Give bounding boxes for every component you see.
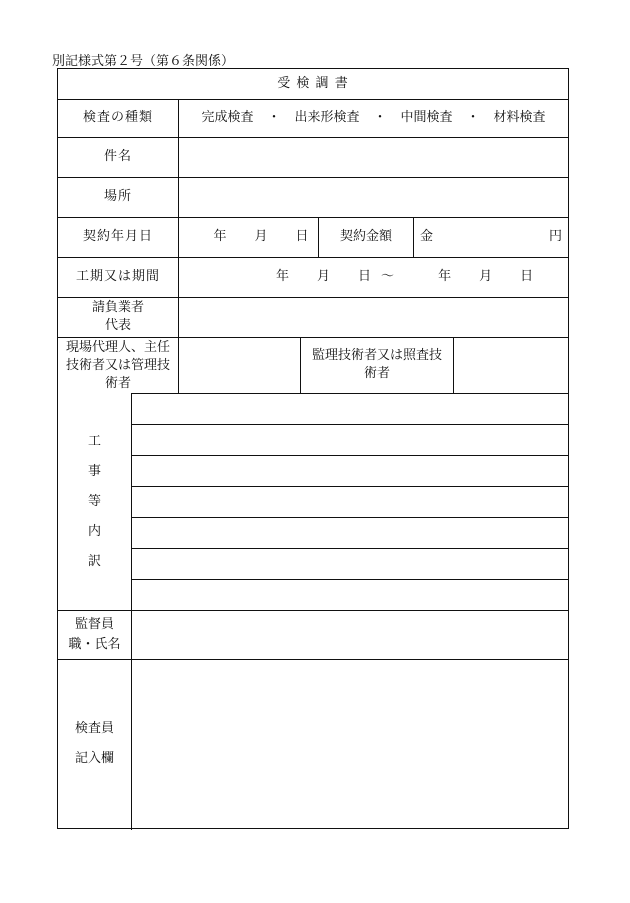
- supervising-engineer-field[interactable]: [454, 337, 568, 393]
- month-unit: 月: [254, 229, 268, 244]
- contract-amount-field[interactable]: [414, 217, 568, 257]
- location-label: 場所: [103, 189, 132, 204]
- end-month-unit: 月: [479, 269, 493, 284]
- work-details-row[interactable]: [132, 394, 568, 424]
- end-day-unit: 日: [520, 269, 534, 284]
- contract-amount-label: 契約金額: [339, 229, 392, 244]
- option-completion-inspection[interactable]: 完成検査: [201, 110, 254, 125]
- site-agent-label: 現場代理人、主任技術者又は管理技術者: [65, 339, 170, 391]
- amount-prefix: 金: [420, 229, 434, 244]
- work-details-row[interactable]: [132, 425, 568, 455]
- work-details-row[interactable]: [132, 580, 568, 610]
- start-year-unit: 年: [276, 269, 290, 284]
- period-label: 工期又は期間: [75, 269, 160, 284]
- end-year-unit: 年: [438, 269, 452, 284]
- supervising-engineer-label: 監理技術者又は照査技術者: [311, 348, 442, 381]
- contractor-field[interactable]: [179, 297, 568, 337]
- period-tilde: ～: [381, 269, 395, 284]
- inspection-form: [57, 68, 569, 829]
- period-field[interactable]: [179, 257, 568, 297]
- option-separator: ・: [267, 110, 281, 125]
- amount-unit: 円: [548, 229, 562, 244]
- work-details-row[interactable]: [132, 549, 568, 579]
- project-name-field[interactable]: [179, 137, 568, 177]
- inspection-type-label: 検査の種類: [82, 110, 153, 125]
- inspection-type-options[interactable]: [179, 99, 568, 137]
- option-progress-inspection[interactable]: 出来形検査: [294, 110, 360, 125]
- project-name-label: 件名: [103, 149, 132, 164]
- supervisor-field[interactable]: [132, 610, 568, 659]
- contractor-label: 請負業者 代表: [91, 300, 144, 333]
- option-separator: ・: [466, 110, 480, 125]
- start-day-unit: 日: [358, 269, 372, 284]
- option-separator: ・: [373, 110, 387, 125]
- inspector-label: 検査員 記入欄: [74, 720, 114, 766]
- form-number-note: 別記様式第２号（第６条関係）: [52, 54, 235, 69]
- year-unit: 年: [213, 229, 227, 244]
- option-material-inspection[interactable]: 材料検査: [493, 110, 546, 125]
- option-interim-inspection[interactable]: 中間検査: [400, 110, 453, 125]
- location-field[interactable]: [179, 177, 568, 217]
- inspector-field[interactable]: [132, 659, 568, 828]
- work-details-label: 工 事 等 内 訳: [87, 433, 101, 569]
- site-agent-field[interactable]: [179, 337, 299, 393]
- start-month-unit: 月: [317, 269, 331, 284]
- contract-date-label: 契約年月日: [82, 229, 153, 244]
- contract-date-field[interactable]: [179, 217, 317, 257]
- work-details-row[interactable]: [132, 487, 568, 517]
- work-details-row[interactable]: [132, 518, 568, 548]
- form-title: 受 検 調 書: [277, 76, 349, 91]
- supervisor-label: 監督員 職・氏名: [68, 616, 121, 652]
- work-details-row[interactable]: [132, 456, 568, 486]
- day-unit: 日: [295, 229, 309, 244]
